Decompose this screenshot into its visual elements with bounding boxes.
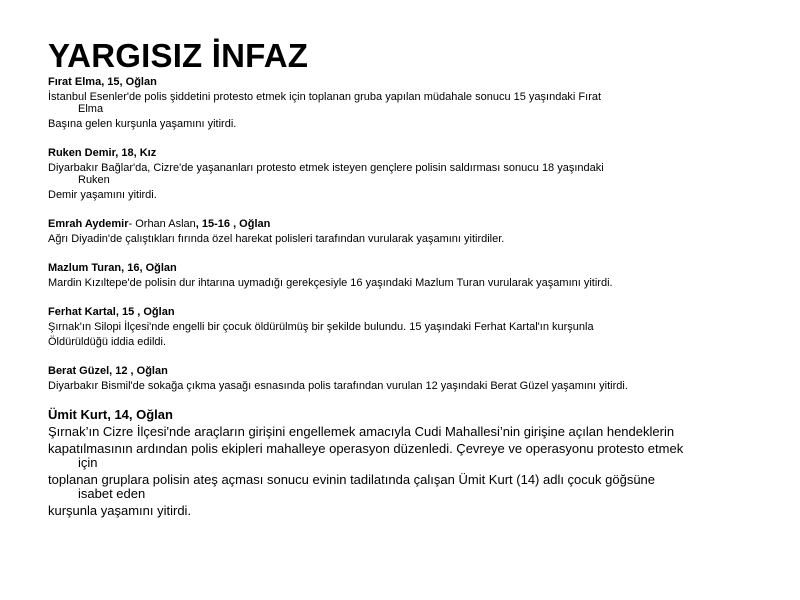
entry-heading — [48, 365, 768, 378]
entry-line: Şırnak’ın Cizre İlçesi'nde araçların girişini engellemek amacıyla Cudi Mahallesi’nin girişine açılan hendeklerin — [48, 424, 675, 439]
entry-name: Ümit Kurt — [48, 407, 108, 422]
entry-line-continuation: Elma — [78, 103, 104, 115]
entry-heading — [48, 147, 768, 160]
entry-name: Fırat Elma — [48, 76, 102, 88]
entry-line: kurşunla yaşamını yitirdi. — [48, 503, 192, 518]
entry-name: Ferhat Kartal — [48, 306, 116, 318]
entry-line-continuation: için — [78, 455, 98, 470]
entry-line: Diyarbakır Bağlar'da, Cizre'de yaşananları protesto etmek isteyen gençlere polisin saldırması sonucu 18 yaşındaki — [48, 162, 604, 174]
entry-heading — [48, 76, 768, 89]
entry-line: kapatılmasının ardından polis ekipleri mahalleye operasyon düzenledi. Çevreye ve operasyonu protesto etmek — [48, 441, 684, 456]
entry-name-secondary: - Orhan Aslan — [128, 218, 196, 230]
entry-line: İstanbul Esenler'de polis şiddetini protesto etmek için toplanan gruba yapılan müdahale sonucu 15 yaşındaki Fırat — [48, 91, 602, 103]
entry-line: Demir yaşamını yitirdi. — [48, 189, 157, 201]
entry-meta: , 16, Oğlan — [121, 262, 177, 274]
entry-meta: , 15-16 , Oğlan — [195, 218, 271, 230]
entry-mazlum-turan — [48, 262, 768, 290]
entry-name: Emrah Aydemir — [48, 218, 129, 230]
entry-line: Mardin Kızıltepe'de polisin dur ihtarına uymadığı gerekçesiyle 16 yaşındaki Mazlum Turan vurularak yaşamını yitirdi. — [48, 277, 613, 289]
entry-heading — [48, 218, 768, 231]
entry-meta: , 18, Kız — [115, 147, 157, 159]
entry-umit-kurt — [48, 407, 768, 518]
entry-line-continuation: Ruken — [78, 174, 110, 186]
slide — [48, 36, 768, 518]
entry-line: Başına gelen kurşunla yaşamını yitirdi. — [48, 118, 237, 130]
entry-firat-elma — [48, 76, 768, 131]
entry-heading — [48, 407, 768, 422]
entry-line: Öldürüldüğü iddia edildi. — [48, 336, 167, 348]
entry-name: Ruken Demir — [48, 147, 116, 159]
entry-line: toplanan gruplara polisin ateş açması sonucu evinin tadilatında çalışan Ümit Kurt (14) adlı çocuk göğsüne — [48, 472, 656, 487]
page-title: YARGISIZ İNFAZ — [48, 37, 309, 74]
entry-line: Ağrı Diyadin'de çalıştıkları fırında özel harekat polisleri tarafından vurularak yaşamını yitirdiler. — [48, 233, 505, 245]
entry-meta: , 15, Oğlan — [101, 76, 157, 88]
entry-heading — [48, 262, 768, 275]
entry-name: Mazlum Turan — [48, 262, 122, 274]
entry-ruken-demir — [48, 147, 768, 202]
entry-line: Şırnak'ın Silopi İlçesi'nde engelli bir çocuk öldürülmüş bir şekilde bulundu. 15 yaşındaki Ferhat Kartal'ın kurşunla — [48, 321, 594, 333]
entry-line-continuation: isabet eden — [78, 486, 146, 501]
entry-ferhat-kartal — [48, 306, 768, 349]
entry-meta: , 12 , Oğlan — [109, 365, 168, 377]
entry-meta: , 15 , Oğlan — [115, 306, 175, 318]
entry-line: Diyarbakır Bismil'de sokağa çıkma yasağı esnasında polis tarafından vurulan 12 yaşındaki Berat Güzel yaşamını yitirdi. — [48, 380, 628, 392]
entry-heading — [48, 306, 768, 319]
entry-meta: , 14, Oğlan — [107, 407, 173, 422]
entry-name: Berat Güzel — [48, 365, 110, 377]
entry-emrah-aydemir — [48, 218, 768, 246]
entry-berat-guzel — [48, 365, 768, 393]
